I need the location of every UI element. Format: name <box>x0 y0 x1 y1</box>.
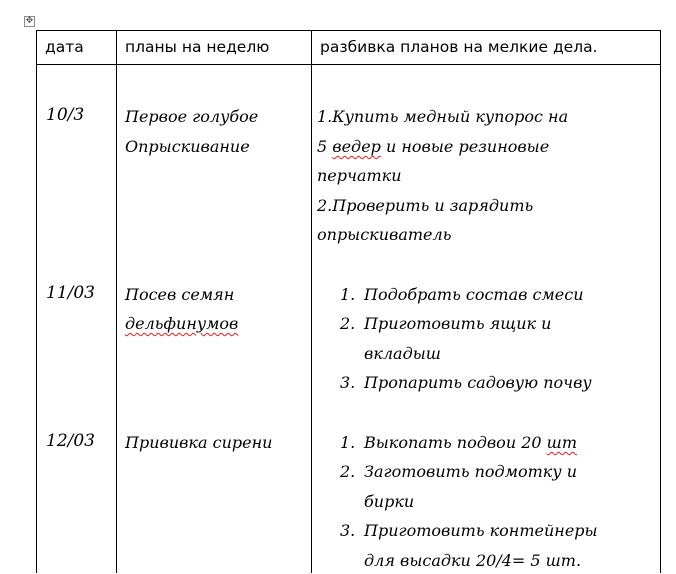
breakdown-cell[interactable] <box>312 65 661 574</box>
task-row-3-1: Выкопать подвои 20 шт <box>364 433 577 452</box>
plan-row-1-line-1: Первое голубое <box>125 107 259 126</box>
header-date[interactable]: дата <box>37 31 117 65</box>
task-row-3-3-line-1: Приготовить контейнеры <box>364 521 598 540</box>
header-plans[interactable]: планы на неделю <box>117 31 312 65</box>
plan-row-2-line-2: дельфинумов <box>125 314 239 333</box>
task-row-1-1-line-1: 1.Купить медный купорос на <box>317 107 569 126</box>
task-row-2-1: Подобрать состав смеси <box>364 285 584 304</box>
weekly-plan-table <box>36 30 661 573</box>
plan-row-1-line-2: Опрыскивание <box>125 137 250 156</box>
table-body-row <box>37 65 661 574</box>
date-cell[interactable] <box>37 65 117 574</box>
task-row-2-3: Пропарить садовую почву <box>364 373 592 392</box>
task-row-1-1-line-2: 5 ведер и новые резиновые <box>317 137 550 156</box>
table-header-row <box>37 31 661 65</box>
task-row-1-2-line-1: 2.Проверить и зарядить <box>317 196 534 215</box>
task-row-1-2-line-2: опрыскиватель <box>317 225 452 244</box>
task-row-3-number-3: 3. <box>340 521 356 540</box>
task-row-3-number-1: 1. <box>340 433 356 452</box>
date-row-1: 10/3 <box>46 105 85 125</box>
task-row-1-1-line-3: перчатки <box>317 166 402 185</box>
task-row-2-number-2: 2. <box>340 314 356 333</box>
plan-row-2-line-1: Посев семян <box>125 285 235 304</box>
task-row-3-2-line-2: бирки <box>364 492 415 511</box>
header-breakdown[interactable]: разбивка планов на мелкие дела. <box>312 31 661 65</box>
task-row-2-2-line-1: Приготовить ящик и <box>364 314 552 333</box>
task-row-2-number-1: 1. <box>340 285 356 304</box>
task-row-3-number-2: 2. <box>340 462 356 481</box>
task-row-2-number-3: 3. <box>340 373 356 392</box>
task-row-3-2-line-1: Заготовить подмотку и <box>364 462 577 481</box>
spellcheck-word: ведер <box>332 137 381 156</box>
date-row-3: 12/03 <box>46 431 95 451</box>
task-row-2-2-line-2: вкладыш <box>364 344 441 363</box>
plans-cell[interactable] <box>117 65 312 574</box>
spellcheck-word: шт <box>546 433 577 452</box>
plan-row-3-line-1: Прививка сирени <box>125 433 273 452</box>
table-move-handle-icon[interactable]: ✥ <box>25 16 34 26</box>
task-row-3-3-line-2: для высадки 20/4= 5 шт. <box>364 551 582 570</box>
date-row-2: 11/03 <box>46 283 95 303</box>
